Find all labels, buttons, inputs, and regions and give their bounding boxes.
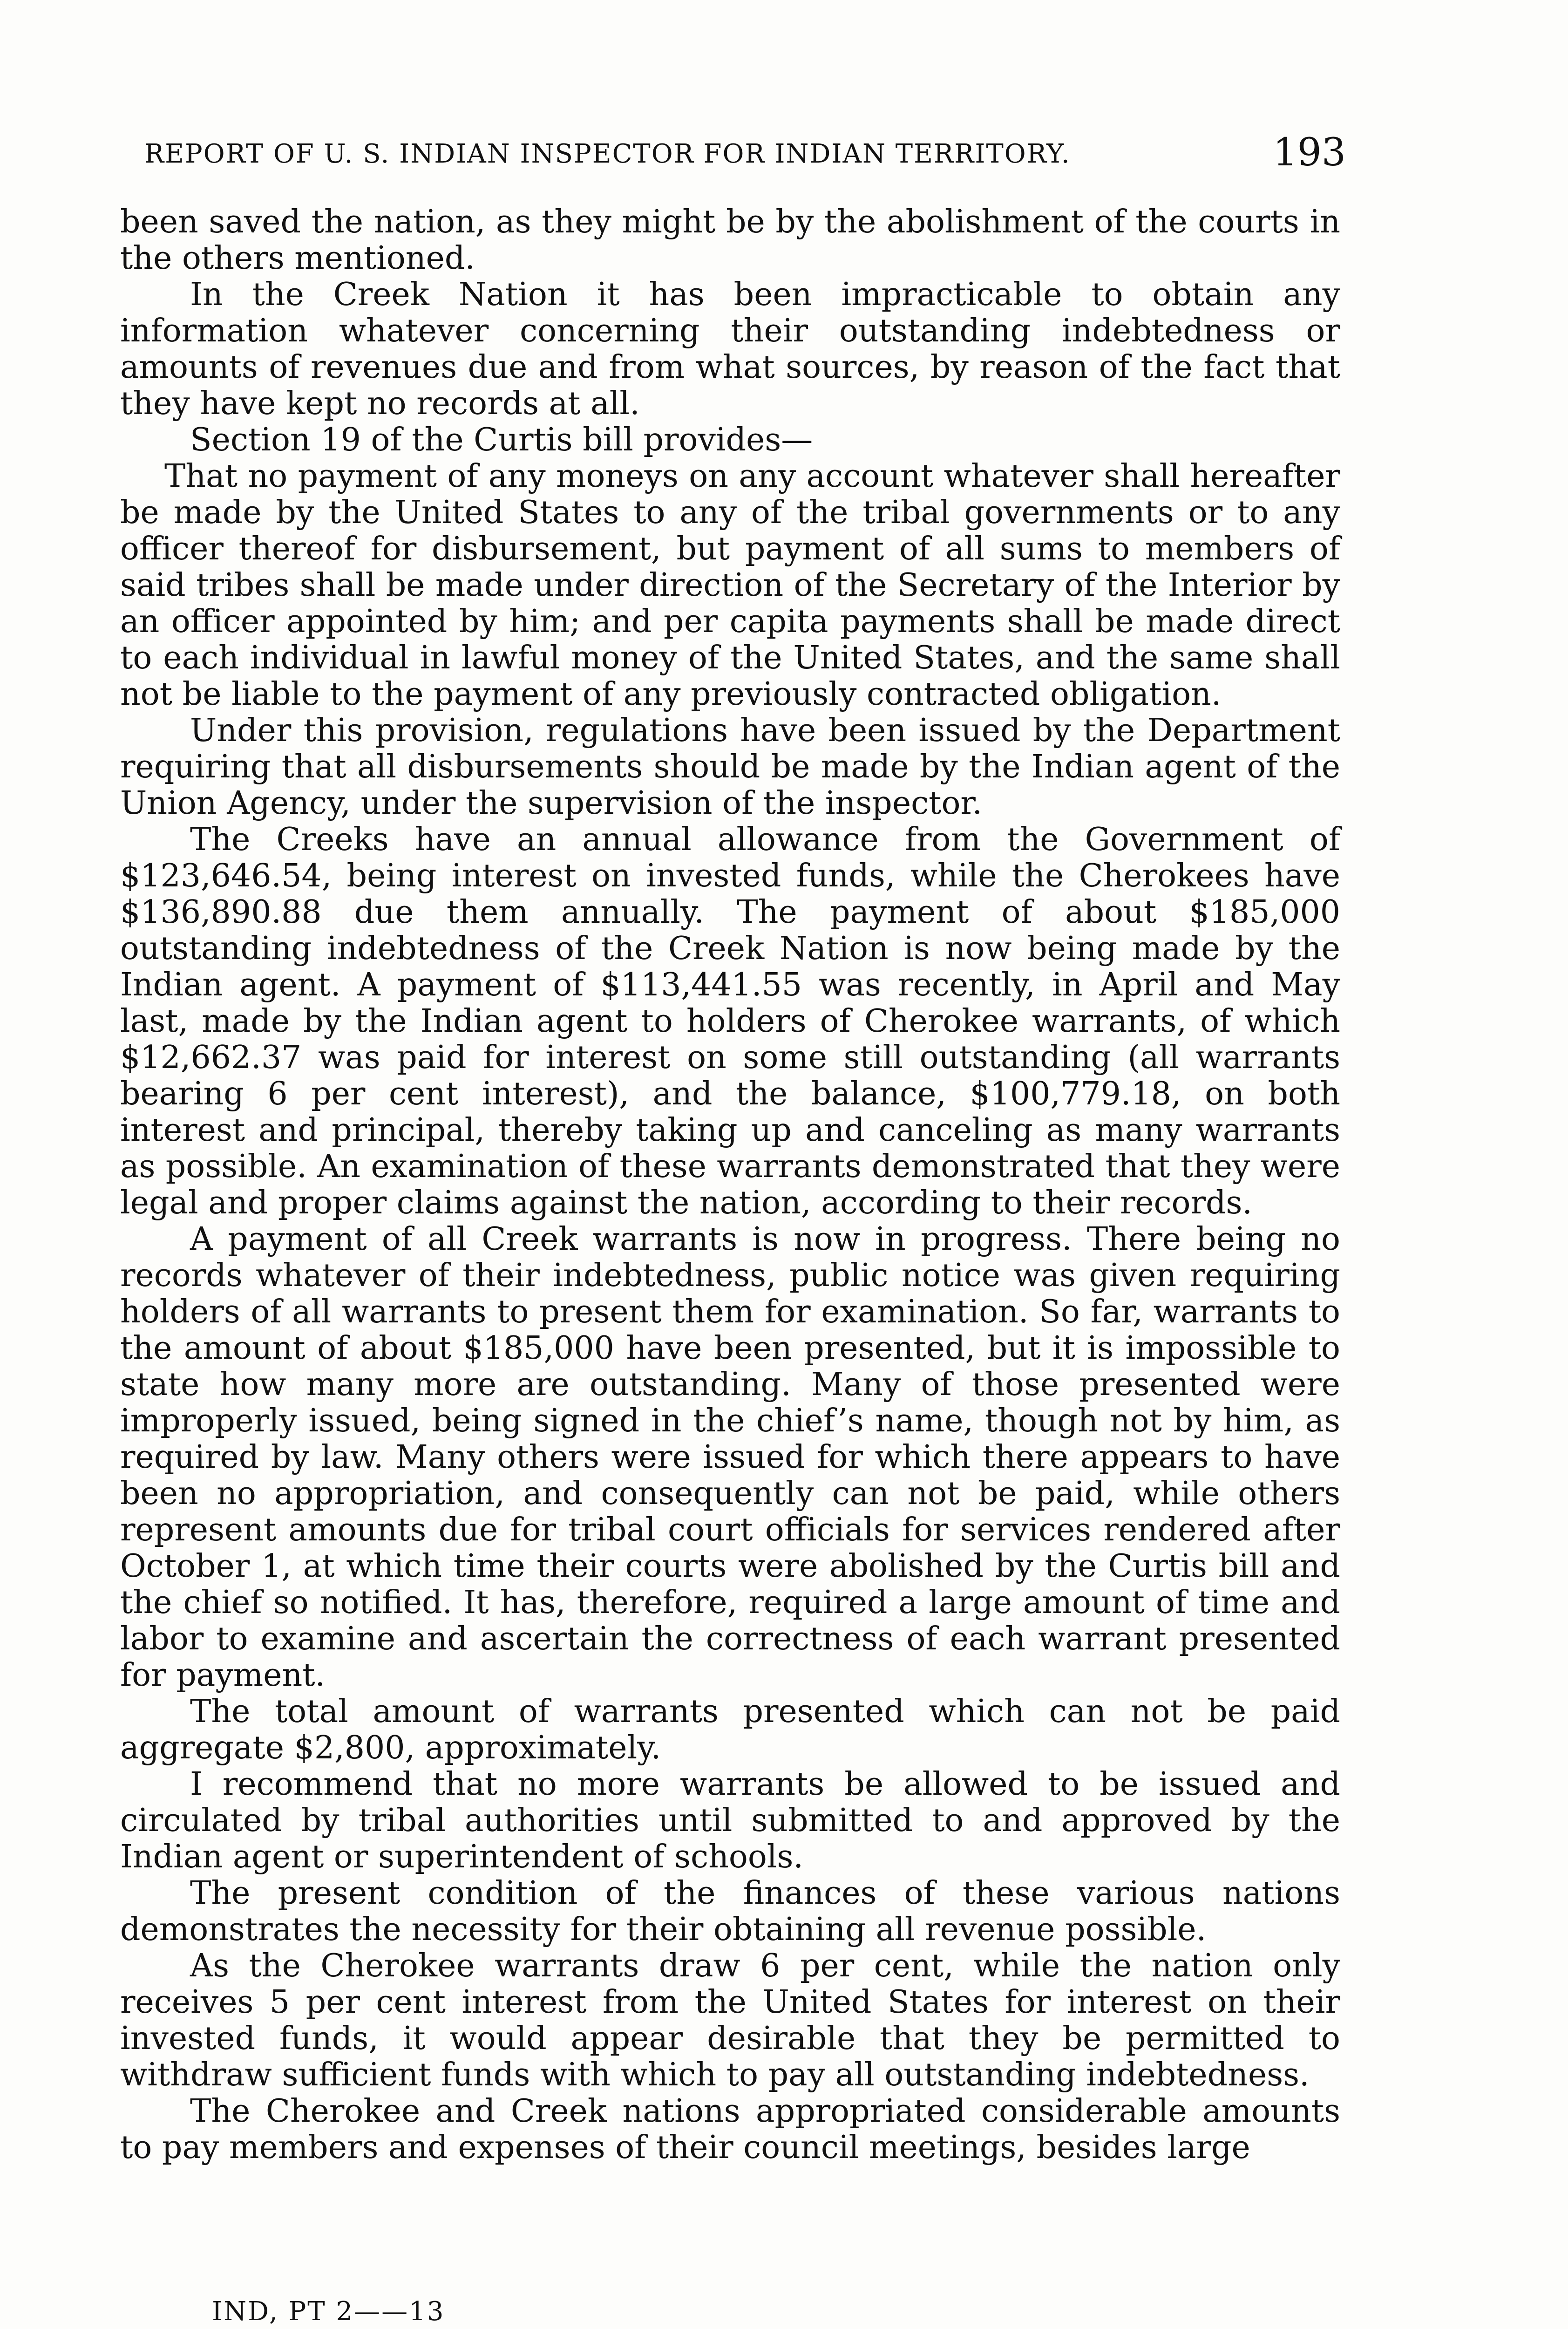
paragraph-7: A payment of all Creek warrants is now in progress. There being no records whatever of their indebtedness, public notice was given requiring holders of all warrants to present them for examination. So far, warrants to the amount of about $185,000 have been presented, but it is impossible to state how many more are outstanding. Many of those presented were improperly issued, being signed in the chief’s name, though not by him, as required by law. Many others were issued for which there appears to have been no appropriation, and consequently can not be paid, while others represent amounts due for tribal court officials for services rendered after October 1, at which time their courts were abolished by the Curtis bill and the chief so notified. It has, therefore, required a large amount of time and labor to examine and ascertain the correctness of each warrant presented for payment. <box>120 1221 1340 1694</box>
signature-mark: IND, PT 2——13 <box>212 2296 445 2327</box>
paragraph-5: Under this provision, regulations have been issued by the Department requiring that all disbursements should be made by the Indian agent of the Union Agency, under the supervision of the inspector. <box>120 712 1340 822</box>
body-text <box>120 204 1340 2166</box>
running-head: REPORT OF U. S. INDIAN INSPECTOR FOR INDIAN TERRITORY. <box>144 139 1071 169</box>
paragraph-9: I recommend that no more warrants be allowed to be issued and circulated by tribal authorities until submitted to and approved by the Indian agent or superintendent of schools. <box>120 1766 1340 1875</box>
paragraph-12: The Cherokee and Creek nations appropriated considerable amounts to pay members and expenses of their council meetings, besides large <box>120 2093 1340 2166</box>
paragraph-8: The total amount of warrants presented which can not be paid aggregate $2,800, approximately. <box>120 1693 1340 1766</box>
paragraph-11: As the Cherokee warrants draw 6 per cent, while the nation only receives 5 per cent interest from the United States for interest on their invested funds, it would appear desirable that they be permitted to withdraw sufficient funds with which to pay all outstanding indebtedness. <box>120 1948 1340 2093</box>
page-header <box>144 130 1346 182</box>
quoted-provision: That no payment of any moneys on any account whatever shall hereafter be made by the United States to any of the tribal governments or to any officer thereof for disbursement, but payment of all sums to members of said tribes shall be made under direction of the Secretary of the Interior by an officer appointed by him; and per capita payments shall be made direct to each individual in lawful money of the United States, and the same shall not be liable to the payment of any previously contracted obligation. <box>120 458 1340 713</box>
paragraph-2: In the Creek Nation it has been impracticable to obtain any information whatever concerning their outstanding indebtedness or amounts of revenues due and from what sources, by reason of the fact that they have kept no records at all. <box>120 276 1340 422</box>
paragraph-1: been saved the nation, as they might be by the abolishment of the courts in the others mentioned. <box>120 204 1340 277</box>
paragraph-10: The present condition of the finances of these various nations demonstrates the necessity for their obtaining all revenue possible. <box>120 1875 1340 1948</box>
paragraph-3: Section 19 of the Curtis bill provides— <box>190 422 813 458</box>
page-number: 193 <box>1273 130 1346 175</box>
paragraph-6: The Creeks have an annual allowance from the Government of $123,646.54, being interest on invested funds, while the Cherokees have $136,890.88 due them annually. The payment of about $185,000 outstanding indebtedness of the Creek Nation is now being made by the Indian agent. A payment of $113,441.55 was recently, in April and May last, made by the Indian agent to holders of Cherokee warrants, of which $12,662.37 was paid for interest on some still outstanding (all warrants bearing 6 per cent interest), and the balance, $100,779.18, on both interest and principal, thereby taking up and canceling as many warrants as possible. An examination of these warrants demonstrated that they were legal and proper claims against the nation, according to their records. <box>120 821 1340 1221</box>
